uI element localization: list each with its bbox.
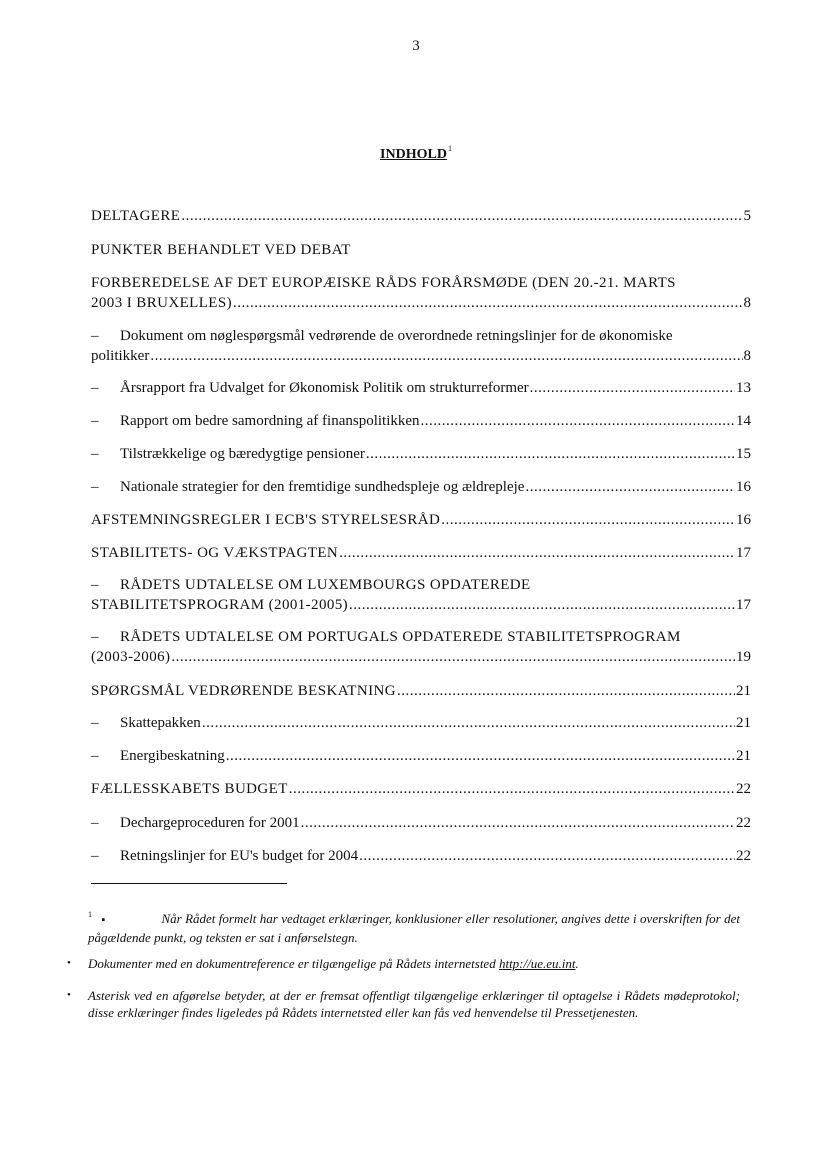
footnote-1 bbox=[88, 906, 740, 946]
title-text: INDHOLD bbox=[380, 147, 447, 162]
toc-dash: – bbox=[91, 815, 99, 831]
council-website-link[interactable]: http://ue.eu.int bbox=[498, 956, 576, 971]
toc-entry-energi[interactable] bbox=[91, 746, 751, 766]
toc-dash: – bbox=[91, 715, 99, 731]
toc-page-number: 19 bbox=[736, 649, 751, 665]
toc-entry-text: STABILITETS- OG VÆKSTPAGTEN bbox=[91, 545, 339, 561]
footnote-2-end: . bbox=[575, 956, 579, 971]
toc-page-number: 15 bbox=[736, 446, 751, 462]
toc-entry-text: politikker bbox=[91, 348, 150, 364]
toc-dash: – bbox=[91, 848, 99, 864]
footnote-1-marker: 1 bbox=[88, 910, 92, 919]
toc-leader-dots bbox=[171, 647, 735, 667]
toc-leader-dots bbox=[421, 411, 735, 431]
toc-entry-text: RÅDETS UDTALELSE OM PORTUGALS OPDATEREDE STABILITETSPROGRAM bbox=[120, 629, 681, 645]
footnote-3 bbox=[67, 987, 740, 1021]
toc-leader-dots bbox=[339, 543, 735, 563]
toc-entry-text: FORBEREDELSE AF DET EUROPÆISKE RÅDS FORÅRSMØDE (DEN 20.-21. MARTS bbox=[91, 275, 676, 291]
page-title bbox=[0, 144, 832, 163]
toc-entry-text: FÆLLESSKABETS BUDGET bbox=[91, 781, 288, 797]
footnote-2-text: Dokumenter med en dokumentreference er tilgængelige på Rådets internetsted bbox=[88, 956, 496, 971]
toc-page-number: 22 bbox=[736, 848, 751, 864]
toc-entry-skattepakken[interactable] bbox=[91, 713, 751, 733]
toc-leader-dots bbox=[525, 477, 735, 497]
toc-entry-sundhed[interactable] bbox=[91, 477, 751, 497]
toc-entry-text: Dechargeproceduren for 2001 bbox=[120, 815, 300, 831]
toc-entry-text: Energibeskatning bbox=[120, 748, 225, 764]
toc-page-number: 8 bbox=[743, 295, 751, 311]
toc-page-number: 17 bbox=[736, 597, 751, 613]
toc-page-number: 13 bbox=[736, 380, 751, 396]
toc-entry-dokument[interactable] bbox=[91, 326, 751, 366]
footnote-1-text: Når Rådet formelt har vedtaget erklæringer, konklusioner eller resolutioner, angives dette i overskriften for det pågældende punkt, og teksten er sat i anførselstegn. bbox=[88, 911, 740, 945]
toc-entry-text: (2003-2006) bbox=[91, 649, 171, 665]
footnote-2 bbox=[67, 955, 740, 972]
footnote-separator bbox=[91, 883, 287, 884]
toc-entry-text: Årsrapport fra Udvalget for Økonomisk Politik om strukturreformer bbox=[120, 380, 529, 396]
page-number: 3 bbox=[412, 38, 420, 54]
toc-dash: – bbox=[91, 748, 99, 764]
toc-leader-dots bbox=[530, 378, 735, 398]
toc-leader-dots bbox=[202, 713, 735, 733]
toc-entry-text: Rapport om bedre samordning af finanspolitikken bbox=[120, 413, 420, 429]
toc-leader-dots bbox=[366, 444, 735, 464]
toc-entry-budget[interactable] bbox=[91, 779, 751, 799]
toc-page-number: 22 bbox=[736, 815, 751, 831]
toc-entry-text: 2003 I BRUXELLES) bbox=[91, 295, 232, 311]
toc-entry-decharge[interactable] bbox=[91, 813, 751, 833]
toc-entry-text: PUNKTER BEHANDLET VED DEBAT bbox=[91, 242, 351, 258]
toc-leader-dots bbox=[349, 595, 735, 615]
toc-page-number: 21 bbox=[736, 683, 751, 699]
toc-leader-dots bbox=[181, 206, 742, 226]
toc-entry-stabilitet[interactable] bbox=[91, 543, 751, 563]
toc-entry-pensioner[interactable] bbox=[91, 444, 751, 464]
toc-entry-punkter[interactable] bbox=[91, 240, 751, 260]
toc-dash: – bbox=[91, 479, 99, 495]
toc-leader-dots bbox=[301, 813, 735, 833]
toc-entry-portugal[interactable] bbox=[91, 627, 751, 667]
footnote-1-bullet: ▪ bbox=[101, 914, 106, 926]
toc-entry-text: STABILITETSPROGRAM (2001-2005) bbox=[91, 597, 349, 613]
toc-page-number: 22 bbox=[736, 781, 751, 797]
toc-leader-dots bbox=[397, 681, 735, 701]
toc-leader-dots bbox=[226, 746, 735, 766]
toc-entry-aarsrapport[interactable] bbox=[91, 378, 751, 398]
toc-page-number: 21 bbox=[736, 748, 751, 764]
toc-dash: – bbox=[91, 577, 99, 593]
toc-entry-forberedelse[interactable] bbox=[91, 273, 751, 313]
toc-entry-text: SPØRGSMÅL VEDRØRENDE BESKATNING bbox=[91, 683, 396, 699]
title-footnote-marker: 1 bbox=[447, 144, 452, 153]
footnote-2-bullet: • bbox=[67, 957, 71, 969]
toc-entry-text: AFSTEMNINGSREGLER I ECB'S STYRELSESRÅD bbox=[91, 512, 441, 528]
toc-page-number: 5 bbox=[743, 208, 751, 224]
toc-page-number: 21 bbox=[736, 715, 751, 731]
toc-page-number: 16 bbox=[736, 512, 751, 528]
toc-page-number: 14 bbox=[736, 413, 751, 429]
toc-dash: – bbox=[91, 413, 99, 429]
toc-entry-afstemning[interactable] bbox=[91, 510, 751, 530]
toc-leader-dots bbox=[359, 846, 735, 866]
toc-leader-dots bbox=[289, 779, 735, 799]
toc-entry-text: Dokument om nøglespørgsmål vedrørende de overordnede retningslinjer for de økonomiske bbox=[120, 328, 673, 344]
toc-entry-text: DELTAGERE bbox=[91, 208, 181, 224]
toc-dash: – bbox=[91, 328, 99, 344]
toc-entry-beskatning[interactable] bbox=[91, 681, 751, 701]
toc-page-number: 17 bbox=[736, 545, 751, 561]
toc-entry-deltagere[interactable] bbox=[91, 206, 751, 226]
toc-leader-dots bbox=[150, 346, 742, 366]
toc-leader-dots bbox=[441, 510, 735, 530]
toc-entry-text: Tilstrækkelige og bæredygtige pensioner bbox=[120, 446, 365, 462]
footnote-3-text: Asterisk ved en afgørelse betyder, at der er fremsat offentligt tilgængelige erklæringer til optagelse i Rådets mødeprotokol; disse erklæringer findes ligeledes på Rådets internetsted eller kan fås ved henvendelse til Pressetjenesten. bbox=[88, 988, 740, 1020]
footnote-3-bullet: • bbox=[67, 989, 71, 1001]
toc-dash: – bbox=[91, 629, 99, 645]
toc-dash: – bbox=[91, 380, 99, 396]
toc-entry-text: RÅDETS UDTALELSE OM LUXEMBOURGS OPDATEREDE bbox=[120, 577, 531, 593]
toc-entry-rapport[interactable] bbox=[91, 411, 751, 431]
toc-entry-text: Retningslinjer for EU's budget for 2004 bbox=[120, 848, 359, 864]
toc-page-number: 16 bbox=[736, 479, 751, 495]
toc-entry-luxembourg[interactable] bbox=[91, 575, 751, 615]
toc-entry-retningslinjer[interactable] bbox=[91, 846, 751, 866]
toc-entry-text: Nationale strategier for den fremtidige sundhedspleje og ældrepleje bbox=[120, 479, 525, 495]
toc-page-number: 8 bbox=[743, 348, 751, 364]
toc-entry-text: Skattepakken bbox=[120, 715, 201, 731]
toc-dash: – bbox=[91, 446, 99, 462]
toc-leader-dots bbox=[233, 293, 743, 313]
